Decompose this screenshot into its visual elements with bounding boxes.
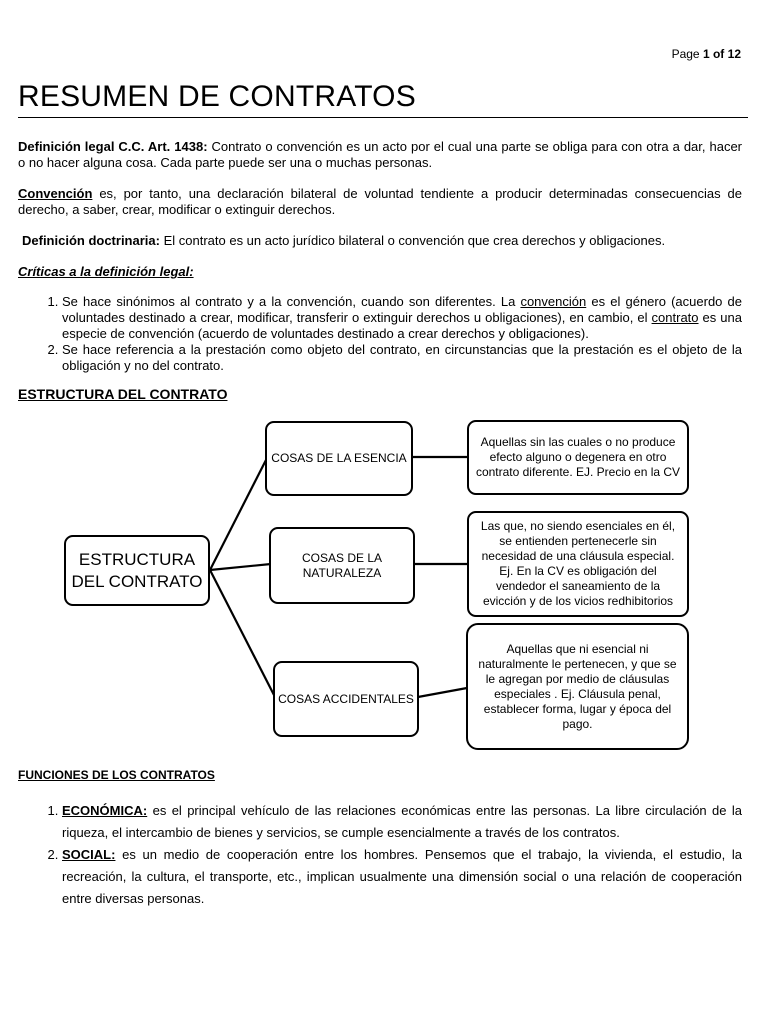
definicion-doctrinaria-text: El contrato es un acto jurídico bilateral o convención que crea derechos y obligaciones. [159, 233, 666, 248]
definicion-doctrinaria-label: Definición doctrinaria: [22, 233, 160, 248]
connector-accidentales [210, 570, 275, 697]
page-total: 12 [727, 47, 741, 61]
list-item [62, 294, 742, 342]
naturaleza-label: COSAS DE LA NATURALEZA [301, 550, 383, 580]
criticas-heading: Críticas a la definición legal: [18, 264, 194, 279]
title-underline [18, 117, 748, 118]
estructura-root-label: ESTRUCTURA DEL CONTRATO [71, 549, 203, 591]
esencia-label: COSAS DE LA ESENCIA [271, 451, 407, 465]
page-of: of [712, 47, 725, 61]
list-item [62, 342, 742, 374]
critica2-text: Se hace referencia a la prestación como objeto del contrato, en circunstancias que la prestación es el objeto de la obligación y no del contrato. [62, 342, 742, 373]
connector-accidentales-desc [418, 688, 467, 697]
critica1-part-b: es el género (acuerdo de voluntades destinado a crear, modificar, transferir o extinguir derechos u obligaciones), en cambio, el [62, 294, 742, 325]
page-prefix: Page [671, 47, 700, 61]
connector-esencia [210, 458, 267, 570]
social-text: es un medio de cooperación entre los hombres. Pensemos que el trabajo, la vivienda, el estudio, la recreación, la cultura, el transporte, etc., implican usualmente una dimensión social o una relación de cooperación entre diversas personas. [62, 847, 742, 906]
criticas-list [18, 294, 742, 374]
page-number [672, 47, 741, 61]
social-label: SOCIAL: [62, 847, 116, 862]
accidentales-box [273, 661, 419, 737]
list-item [62, 844, 742, 910]
accidentales-description-box [466, 623, 689, 750]
esencia-description-box [467, 420, 689, 495]
naturaleza-box [269, 527, 415, 604]
document-title: RESUMEN DE CONTRATOS [18, 80, 416, 113]
esencia-description: Aquellas sin las cuales o no produce efecto alguno o degenera en otro contrato diferente. EJ. Precio en la CV [475, 435, 681, 479]
definicion-legal-label: Definición legal C.C. Art. 1438: [18, 139, 208, 154]
critica1-part-c: es una especie de convención (acuerdo de voluntades destinado a crear derechos y obligaciones). [62, 310, 742, 341]
list-item [62, 800, 742, 844]
naturaleza-description-box [467, 511, 689, 617]
economica-label: ECONÓMICA: [62, 803, 148, 818]
convencion-term: Convención [18, 186, 93, 201]
critica1-convencion: convención [520, 294, 587, 309]
estructura-root-box [64, 535, 210, 606]
definicion-legal-paragraph [18, 139, 742, 171]
convencion-paragraph [18, 186, 742, 218]
definicion-legal-text: Contrato o convención es un acto por el cual una parte se obliga para con otra a dar, hacer o no hacer alguna cosa. Cada parte puede ser una o muchas personas. [18, 139, 743, 170]
connector-naturaleza [210, 564, 271, 570]
accidentales-description: Aquellas que ni esencial ni naturalmente le pertenecen, y que se le agregan por medio de cláusulas especiales . Ej. Cláusula penal, establecer forma, lugar y época del pago. [478, 641, 677, 731]
critica1-part-a: Se hace sinónimos al contrato y a la convención, cuando son diferentes. La [62, 294, 521, 309]
accidentales-label: COSAS ACCIDENTALES [278, 691, 414, 706]
funciones-heading: FUNCIONES DE LOS CONTRATOS [18, 768, 215, 782]
naturaleza-description: Las que, no siendo esenciales en él, se entienden pertenecerle sin necesidad de una cláusula especial. Ej. En la CV es obligación del vendedor el saneamiento de la evicción y de los vicios redhibitorios [480, 519, 676, 608]
definicion-doctrinaria-paragraph [22, 233, 746, 249]
funciones-list [18, 800, 742, 910]
convencion-text: es, por tanto, una declaración bilateral de voluntad tendiente a producir determinadas consecuencias de derecho, a saber, crear, modificar o extinguir derechos. [18, 186, 742, 217]
estructura-heading: ESTRUCTURA DEL CONTRATO [18, 386, 228, 402]
economica-text: es el principal vehículo de las relaciones económicas entre las personas. La libre circulación de la riqueza, el intercambio de bienes y servicios, se cumple esencialmente a través de los contratos. [62, 803, 742, 840]
esencia-box [265, 421, 413, 496]
page-current: 1 [702, 47, 710, 61]
critica1-contrato: contrato [651, 310, 699, 325]
